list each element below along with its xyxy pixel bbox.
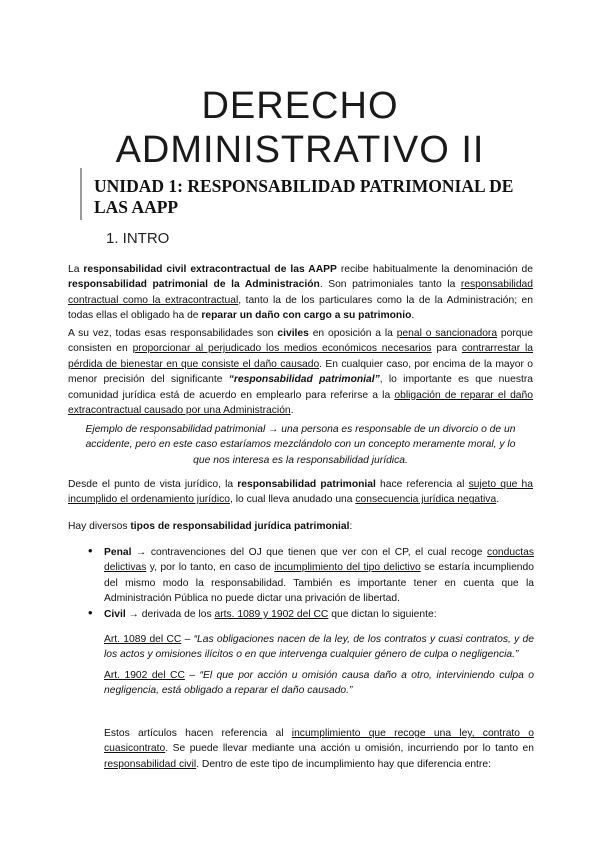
- paragraph-intro-2: A su vez, todas esas responsabilidades son civiles en oposición a la penal o sancionadora porque consisten en proporcionar al perjudicado los medios económicos necesarios para contrarrestar la pérdida de bienestar en que consiste el daño causado. En cualquier caso, por encima de la mayor o menor precisión del significante “responsabilidad patrimonial”, lo importante es que nuestra comunidad jurídica está de acuerdo en emplearlo para referirse a la obligación de reparar el daño extracontractual causado por una Administración.: [68, 328, 534, 417]
- unit-heading: UNIDAD 1: RESPONSABILIDAD PATRIMONIAL DE LAS AAPP: [94, 176, 514, 217]
- paragraph-types: Hay diversos tipos de responsabilidad jurídica patrimonial:: [68, 521, 353, 532]
- section-heading: 1. INTRO: [106, 230, 170, 247]
- bullet-penal: Penal → contravenciones del OJ que tienen que ver con el CP, el cual recoge conductas delictivas y, por lo tanto, en caso de incumplimiento del tipo delictivo se estaría incumpliendo del mismo modo la responsabilidad. También es importante tener en cuenta que la Administración Pública no puede dictar una privación de libertad.: [104, 547, 534, 605]
- paragraph-legal-view: Desde el punto de vista jurídico, la responsabilidad patrimonial hace referencia al sujeto que ha incumplido el ordenamiento jurídico, lo cual lleva anudado una consecuencia jurídica negativa.: [68, 479, 533, 506]
- bullet-dot-civil: •: [88, 605, 93, 620]
- title-line-1: DERECHO: [201, 85, 399, 127]
- bullet-civil: Civil → derivada de los arts. 1089 y 1902 del CC que dictan lo siguiente:: [104, 609, 437, 620]
- document-title: [0, 84, 600, 172]
- example-note: Ejemplo de responsabilidad patrimonial → una persona es responsable de un divorcio o de un accidente, pero en este caso estaríamos mezclándolo con un concepto meramente moral, y lo que nos interesa es la responsabilidad jurídica.: [85, 424, 516, 466]
- paragraph-intro-1: La responsabilidad civil extracontractual de las AAPP recibe habitualmente la denominación de responsabilidad patrimonial de la Administración. Son patrimoniales tanto la responsabilidad contractual como la extracontractual, tanto la de los particulares como la de la Administración; en todas ellas el obligado ha de reparar un daño con cargo a su patrimonio.: [68, 264, 534, 322]
- bullet-dot-penal: •: [88, 543, 93, 558]
- heading-side-bar: [80, 168, 82, 220]
- title-line-2: ADMINISTRATIVO II: [115, 129, 485, 171]
- article-1902: Art. 1902 del CC – “El que por acción u omisión causa daño a otro, interviniendo culpa o negligencia, está obligado a reparar el daño causado.”: [104, 670, 534, 697]
- article-1089: Art. 1089 del CC – “Las obligaciones nacen de la ley, de los contratos y cuasi contratos, y de los actos y omisiones ilícitos o en que intervenga cualquier género de culpa o negligencia.”: [104, 634, 534, 661]
- paragraph-articles-explain: Estos artículos hacen referencia al incumplimiento que recoge una ley, contrato o cuasicontrato. Se puede llevar mediante una acción u omisión, incurriendo por lo tanto en responsabilidad civil. Dentro de este tipo de incumplimiento hay que diferencia entre:: [104, 728, 534, 770]
